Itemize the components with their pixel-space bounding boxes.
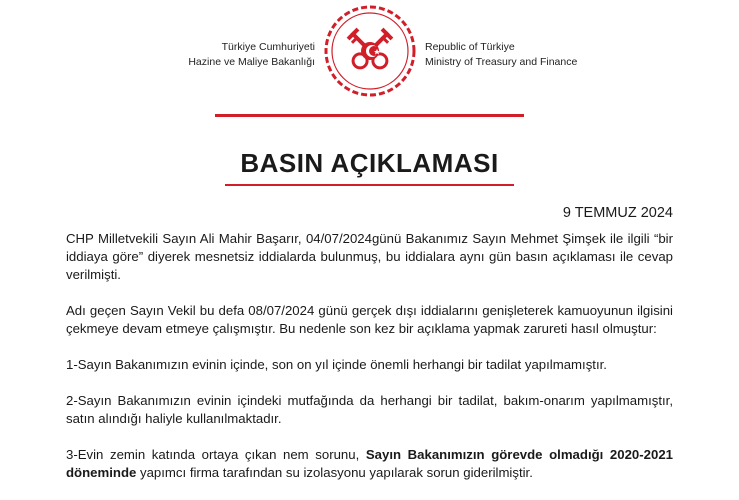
- paragraph-2: Adı geçen Sayın Vekil bu defa 08/07/2024 günü gerçek dışı iddialarını genişleterek kamuoyunun ilgisini çekmeye devam etmeye çalışmıştır. Bu nedenle son kez bir açıklama yapmak zarureti hasıl olmuştur:: [66, 303, 673, 336]
- ministry-name-turkish: [150, 40, 315, 70]
- paragraph-5-bold: Sayın Bakanımızın görevde olmadığı 2020-2021 döneminde: [66, 447, 673, 480]
- paragraph-3: 1-Sayın Bakanımızın evinin içinde, son on yıl içinde önemli herhangi bir tadilat yapılmamıştır.: [66, 357, 607, 372]
- ministry-tr-line2: Hazine ve Maliye Bakanlığı: [188, 56, 315, 68]
- paragraph-5-text-b: yapımcı firma tarafından su izolasyonu yapılarak sorun giderilmiştir.: [136, 465, 533, 480]
- letterhead: [0, 0, 739, 120]
- paragraph-1: CHP Milletvekili Sayın Ali Mahir Başarır, 04/07/2024günü Bakanımız Sayın Mehmet Şimşek ile ilgili “bir iddiaya göre” diyerek mesnetsiz iddialarda bulunmuş, bu iddialara aynı gün basın açıklaması ile cevap verilmişti.: [66, 231, 673, 282]
- paragraph-5-text-a: 3-Evin zemin katında ortaya çıkan nem sorunu,: [66, 447, 366, 462]
- ministry-emblem-icon: [322, 3, 418, 99]
- paragraph-4: 2-Sayın Bakanımızın evinin içindeki mutfağında da herhangi bir tadilat, bakım-onarım yapılmamıştır, satın alındığı haliyle kullanılmaktadır.: [66, 393, 673, 426]
- ministry-name-english: [425, 40, 625, 70]
- document-date: 9 TEMMUZ 2024: [562, 205, 673, 221]
- statement-body: [66, 230, 673, 500]
- paragraph-5: [66, 446, 673, 482]
- header-divider: [215, 114, 524, 117]
- ministry-en-line1: Republic of Türkiye: [425, 41, 515, 53]
- page-title: BASIN AÇIKLAMASI: [240, 148, 499, 178]
- title-underline: [225, 184, 514, 186]
- ministry-en-line2: Ministry of Treasury and Finance: [425, 56, 578, 68]
- ministry-tr-line1: Türkiye Cumhuriyeti: [221, 41, 315, 53]
